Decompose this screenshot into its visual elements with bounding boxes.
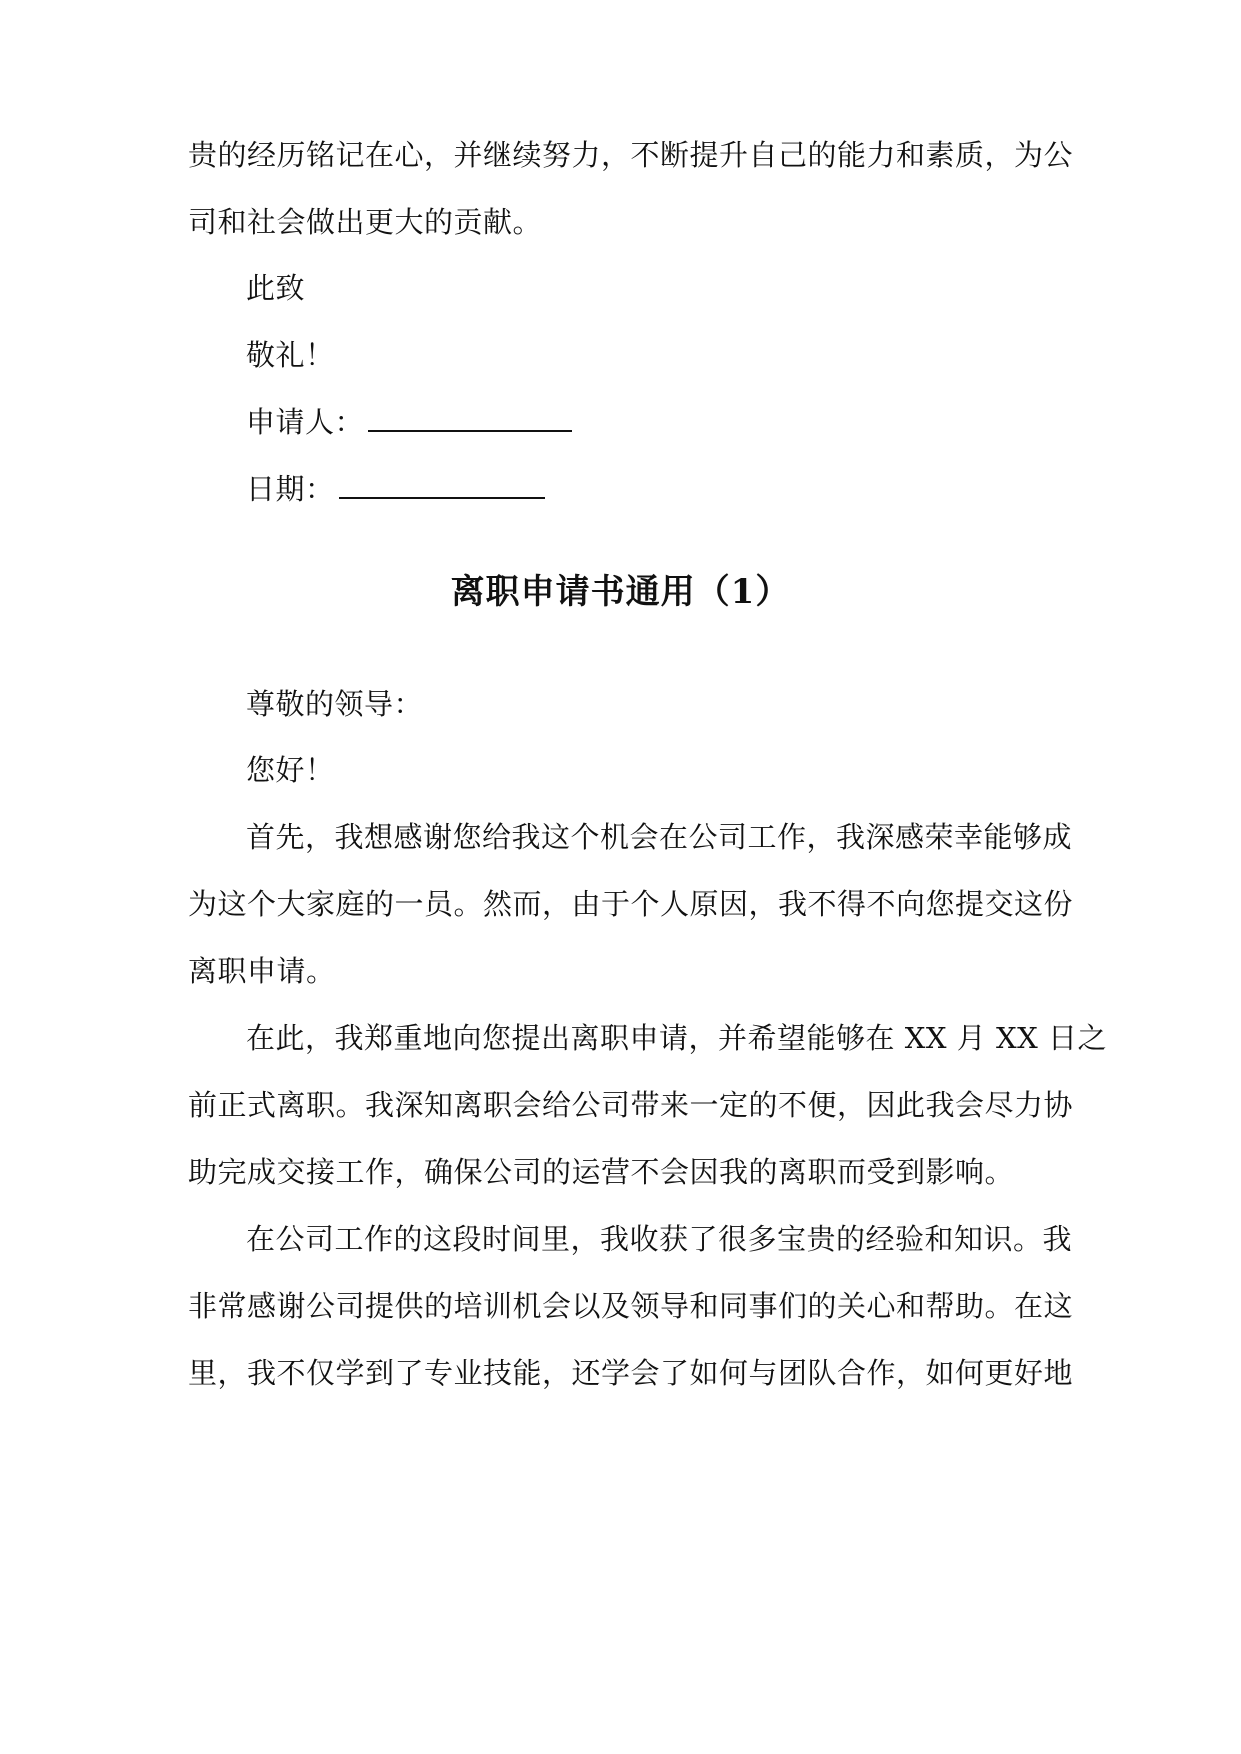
hello-text: 您好！	[246, 753, 335, 787]
greeting-text: 尊敬的领导：	[246, 687, 424, 721]
paragraph-line: 在公司工作的这段时间里，我收获了很多宝贵的经验和知识。我	[246, 1222, 1073, 1256]
section-title: 离职申请书通用（1）	[450, 572, 791, 612]
applicant-signature-line	[246, 404, 1068, 440]
paragraph-line: 前正式离职。我深知离职会给公司带来一定的不便，因此我会尽力协	[188, 1088, 1074, 1122]
paragraph-line: 离职申请。	[188, 954, 336, 988]
paragraph-line: 司和社会做出更大的贡献。	[188, 205, 543, 239]
paragraph-line: 贵的经历铭记在心，并继续努力，不断提升自己的能力和素质，为公	[188, 138, 1074, 172]
applicant-blank	[368, 406, 572, 432]
date-signature-line	[246, 471, 1068, 507]
paragraph-line: 非常感谢公司提供的培训机会以及领导和同事们的关心和帮助。在这	[188, 1289, 1074, 1323]
closing-text: 此致	[246, 271, 306, 305]
paragraph-line: 里，我不仅学到了专业技能，还学会了如何与团队合作，如何更好地	[188, 1356, 1074, 1390]
paragraph-line: 助完成交接工作，确保公司的运营不会因我的离职而受到影响。	[188, 1155, 1015, 1189]
date-blank	[339, 473, 545, 499]
paragraph-line: 在此，我郑重地向您提出离职申请，并希望能够在 XX 月 XX 日之	[246, 1021, 1107, 1055]
paragraph-line: 为这个大家庭的一员。然而，由于个人原因，我不得不向您提交这份	[188, 887, 1074, 921]
date-label: 日期：	[246, 472, 335, 506]
salute-text: 敬礼！	[246, 338, 335, 372]
paragraph-line: 首先，我想感谢您给我这个机会在公司工作，我深感荣幸能够成	[246, 820, 1073, 854]
applicant-label: 申请人：	[246, 405, 365, 439]
